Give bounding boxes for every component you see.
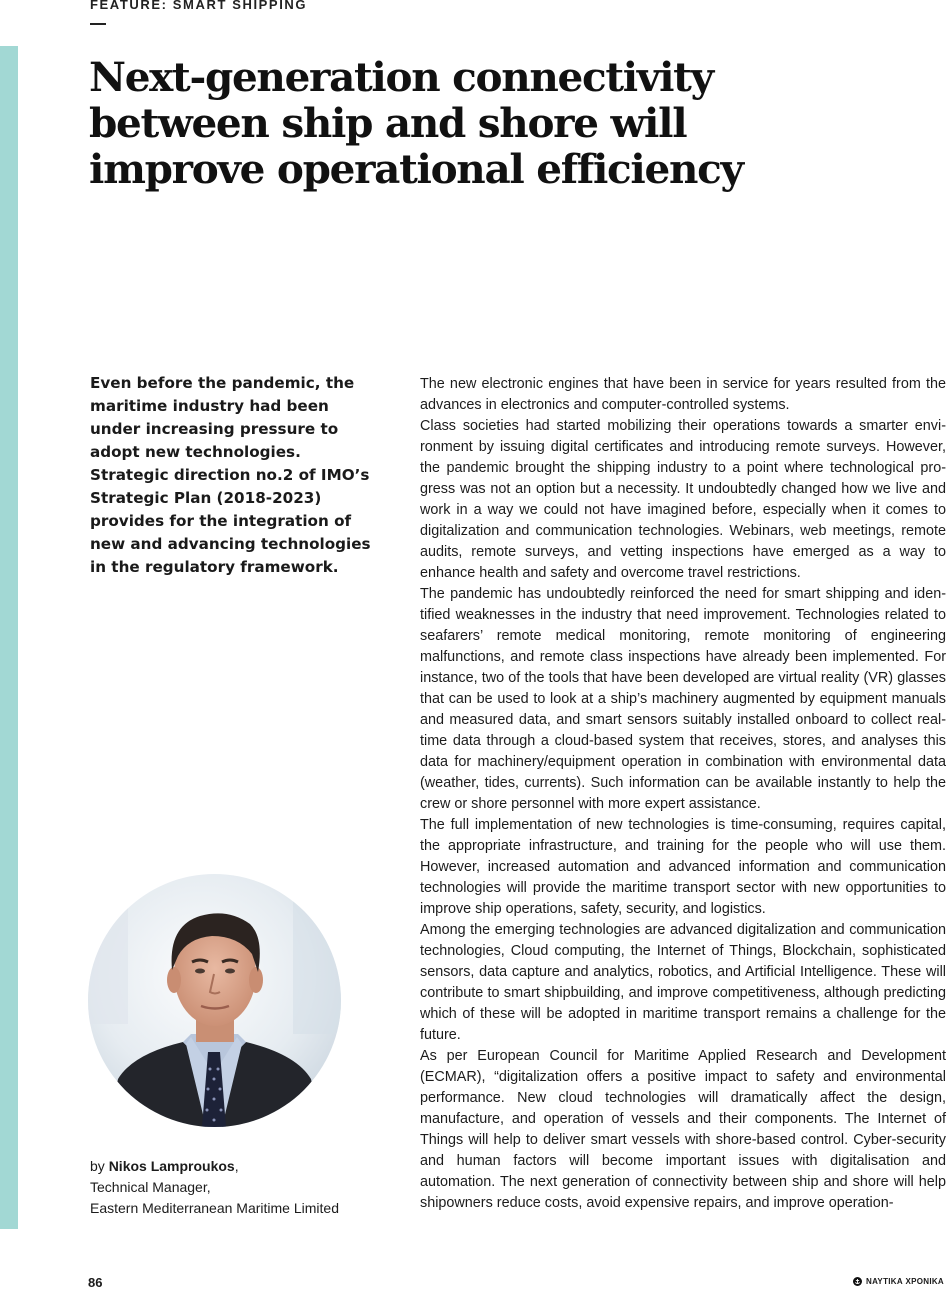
body-paragraph: The pandemic has undoubtedly reinforced the need for smart shipping and identified weaknesses in the industry that need improvement. Technologies related to seafarers’ remote medical monitoring, remote monitoring of engineering malfunctions, and remote class inspections have already been implemented. For instance, two of the tools that have been developed are virtual reality (VR) glasses that can be used to look at a ship’s machinery augmented by equipment manuals and measured data, and smart sensors suitably installed onboard to collect real-time data through a cloud-based system that receives, stores, and analyses this data for machinery/equipment operation in combination with environmental data (weather, tides, currents). Such information can be available instantly to help the crew or shore personnel with more expert assistance.	[420, 586, 946, 812]
section-dash	[90, 23, 106, 25]
publication-brand	[853, 1277, 944, 1286]
article-lead: Even before the pandemic, the maritime industry had been under increasing pressure to adopt new technologies. Strategic direction no.2 of IMO’s Strategic Plan (2018-2023) provides for the integration of new and advancing technologies in the regulatory framework.	[90, 374, 371, 576]
accent-bar	[0, 46, 18, 1229]
body-paragraph: The new electronic engines that have been in service for years resulted from the advances in electronics and computer-controlled systems.	[420, 376, 946, 413]
byline-comma: ,	[234, 1158, 239, 1174]
author-company: Eastern Mediterranean Maritime Limited	[90, 1200, 339, 1216]
article-body	[420, 374, 946, 1214]
brand-name: ΝΑΥΤΙΚΑ ΧΡΟΝΙΚΑ	[866, 1277, 944, 1286]
section-label: FEATURE: SMART SHIPPING	[90, 0, 308, 12]
anchor-icon	[853, 1277, 862, 1286]
page-number: 86	[88, 1275, 103, 1290]
author-name: Nikos Lamproukos	[108, 1158, 235, 1174]
author-byline	[90, 1156, 339, 1219]
body-paragraph: The full implementation of new technologies is time-consuming, requires capital, the appropriate infrastructure, and training for the people who will use them. However, increased automation and advanced information and communication technologies will provide the maritime transport sector with new opportunities to improve ship operations, safety, security, and logistics.	[420, 817, 946, 917]
author-portrait	[88, 874, 341, 1127]
article-title: Next-generation connectivity between ship and shore will improve operational efficiency	[89, 53, 743, 193]
body-paragraph: Class societies had started mobilizing their operations towards a smarter environment by issuing digital certificates and introducing remote surveys. However, the pandemic brought the shipping industry to a point where technological progress was not an option but a necessity. It undoubtedly changed how we live and work in a way we could not have imagined before, especially when it comes to digitalization and communication technologies. Webinars, web meetings, remote audits, remote surveys, and vetting inspections have emerged as a way to enhance health and safety and overcome travel restrictions.	[420, 418, 946, 581]
author-role: Technical Manager,	[90, 1179, 211, 1195]
body-paragraph: Among the emerging technologies are advanced digitalization and communication technologies, Cloud computing, the Internet of Things, Blockchain, sophisticated sensors, data capture and analytics, robotics, and Artificial Intelligence. These will contribute to smart shipbuilding, and improve competitiveness, although predicting which of these will be adopted in maritime transport remains a challenge for the future.	[420, 922, 946, 1043]
byline-prefix: by	[90, 1158, 109, 1174]
author-name-line	[90, 1156, 339, 1177]
body-paragraph: As per European Council for Maritime Applied Research and Development (ECMAR), “digitalization offers a positive impact to safety and environmental performance. New cloud technologies will dramatically affect the design, manufacture, and operation of vessels and their components. The Internet of Things will help to deliver smart vessels with shore-based control. Cyber-security and human factors will become important issues with digitalisation and automation. The next generation of connectivity between ship and shore will help shipowners reduce costs, avoid expensive repairs, and improve operation-	[420, 1048, 946, 1211]
